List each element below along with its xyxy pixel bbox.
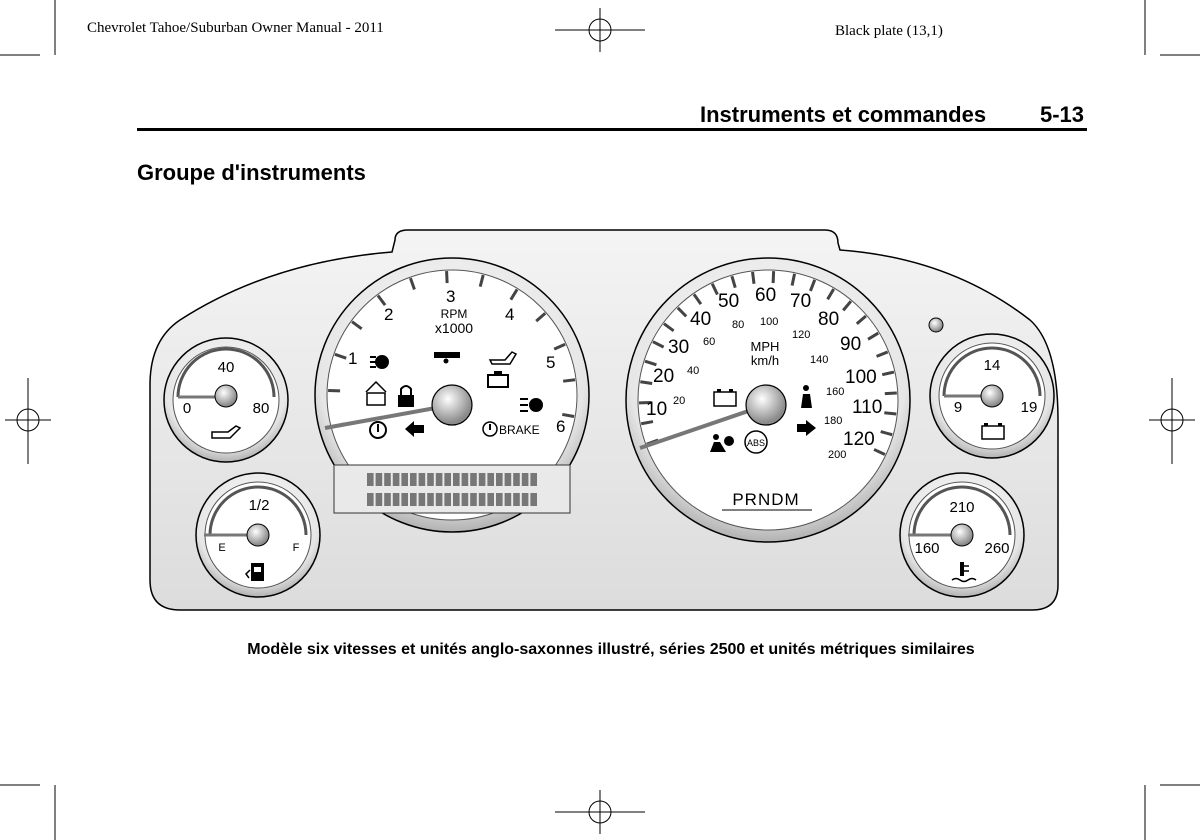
- lcd-segment: [410, 493, 417, 506]
- kmh-120: 120: [792, 329, 811, 341]
- lcd-segment: [505, 473, 512, 486]
- volt-mid-label: 14: [983, 357, 1001, 374]
- lcd-segment: [444, 473, 451, 486]
- oil-mid-label: 40: [217, 359, 235, 376]
- oil-pressure-gauge: [164, 338, 288, 462]
- lcd-segment: [513, 473, 520, 486]
- lcd-segment: [470, 493, 477, 506]
- lcd-segment: [513, 493, 520, 506]
- lcd-segment: [401, 473, 408, 486]
- lcd-segment: [376, 473, 383, 486]
- fuel-gauge: [196, 473, 320, 597]
- lcd-segment: [384, 493, 391, 506]
- lcd-segment: [496, 493, 503, 506]
- lcd-segment: [393, 473, 400, 486]
- lcd-segment: [401, 493, 408, 506]
- fog-lamp-icon: [370, 355, 389, 369]
- lcd-segment: [444, 493, 451, 506]
- mph-label: MPH: [750, 339, 780, 354]
- tach-number-1: 1: [348, 349, 358, 368]
- gauge-tick: [640, 382, 652, 384]
- gauge-tick: [447, 271, 448, 283]
- lcd-segment: [496, 473, 503, 486]
- tach-number-2: 2: [384, 305, 394, 324]
- page-number: 5-13: [1040, 102, 1085, 127]
- lcd-segment: [462, 493, 469, 506]
- mph-90: 90: [840, 334, 862, 355]
- gauge-tick: [753, 272, 754, 284]
- speedometer: [626, 258, 910, 542]
- fuel-half-label: 1/2: [248, 497, 270, 514]
- kmh-140: 140: [810, 354, 829, 366]
- lcd-segment: [470, 473, 477, 486]
- voltmeter-gauge: [930, 334, 1054, 458]
- tach-number-5: 5: [546, 353, 556, 372]
- mph-30: 30: [668, 337, 690, 358]
- gear-indicator: PRNDM: [732, 490, 800, 509]
- mph-40: 40: [690, 309, 712, 330]
- lcd-segment: [487, 493, 494, 506]
- lcd-segment: [367, 493, 374, 506]
- temp-min-label: 160: [914, 540, 940, 557]
- lcd-segment: [522, 493, 529, 506]
- rpm-label: RPM: [440, 307, 468, 321]
- mph-70: 70: [790, 291, 812, 312]
- mph-110: 110: [852, 397, 883, 418]
- kmh-label: km/h: [750, 353, 780, 368]
- lcd-segment: [419, 473, 426, 486]
- volt-min-label: 9: [953, 399, 963, 416]
- mph-120: 120: [843, 429, 875, 450]
- lcd-segment: [367, 473, 374, 486]
- lcd-segment: [505, 493, 512, 506]
- tach-needle-hub: [432, 385, 472, 425]
- oil-max-label: 80: [252, 400, 270, 417]
- lcd-segment: [453, 493, 460, 506]
- lcd-segment: [462, 473, 469, 486]
- rpm-multiplier-label: x1000: [434, 320, 474, 336]
- kmh-160: 160: [826, 386, 845, 398]
- fuel-full-label: F: [292, 542, 300, 554]
- lcd-segment: [530, 473, 537, 486]
- gauge-tick: [773, 271, 774, 283]
- gauge-tick: [885, 393, 897, 394]
- lcd-segment: [522, 473, 529, 486]
- mph-20: 20: [653, 366, 675, 387]
- mph-50: 50: [718, 291, 740, 312]
- lcd-segment: [427, 473, 434, 486]
- manual-title: Chevrolet Tahoe/Suburban Owner Manual - 2011: [87, 20, 384, 36]
- kmh-40: 40: [687, 365, 700, 377]
- volt-max-label: 19: [1020, 399, 1038, 416]
- tach-number-4: 4: [505, 305, 515, 324]
- temp-mid-label: 210: [949, 499, 975, 516]
- lcd-segment: [479, 493, 486, 506]
- plate-label: Black plate (13,1): [835, 23, 943, 39]
- brake-label: BRAKE: [499, 423, 540, 437]
- lcd-segment: [384, 473, 391, 486]
- kmh-200: 200: [828, 449, 847, 461]
- lcd-segment: [453, 473, 460, 486]
- speed-needle-hub: [746, 385, 786, 425]
- lcd-segment: [436, 473, 443, 486]
- gauge-tick: [884, 413, 896, 414]
- lcd-segment: [479, 473, 486, 486]
- lcd-segment: [436, 493, 443, 506]
- temp-max-label: 260: [984, 540, 1010, 557]
- kmh-100: 100: [760, 316, 779, 328]
- lcd-segment: [419, 493, 426, 506]
- mph-60: 60: [755, 285, 777, 306]
- tach-number-6: 6: [556, 417, 566, 436]
- lcd-segment: [376, 493, 383, 506]
- tach-number-3: 3: [446, 287, 456, 306]
- kmh-20: 20: [673, 395, 686, 407]
- lcd-segment: [487, 473, 494, 486]
- fuel-empty-label: E: [218, 542, 226, 554]
- kmh-180: 180: [824, 415, 843, 427]
- abs-label: ABS: [746, 438, 766, 448]
- section-title: Instruments et commandes: [700, 102, 987, 127]
- kmh-80: 80: [732, 319, 745, 331]
- mph-80: 80: [818, 309, 840, 330]
- kmh-60: 60: [703, 336, 716, 348]
- trip-reset-knob: [929, 318, 943, 332]
- lcd-segment: [410, 473, 417, 486]
- lcd-segment: [427, 493, 434, 506]
- tachometer: [315, 258, 589, 532]
- coolant-temperature-gauge: [900, 473, 1024, 597]
- lcd-segment: [393, 493, 400, 506]
- gauge-tick: [563, 380, 575, 381]
- lcd-segment: [530, 493, 537, 506]
- page-title: Groupe d'instruments: [137, 160, 366, 185]
- mph-10: 10: [646, 399, 668, 420]
- figure-caption: Modèle six vitesses et unités anglo-saxonnes illustré, séries 2500 et unités métriques similaires: [247, 641, 975, 658]
- oil-min-label: 0: [182, 400, 192, 417]
- mph-100: 100: [845, 367, 877, 388]
